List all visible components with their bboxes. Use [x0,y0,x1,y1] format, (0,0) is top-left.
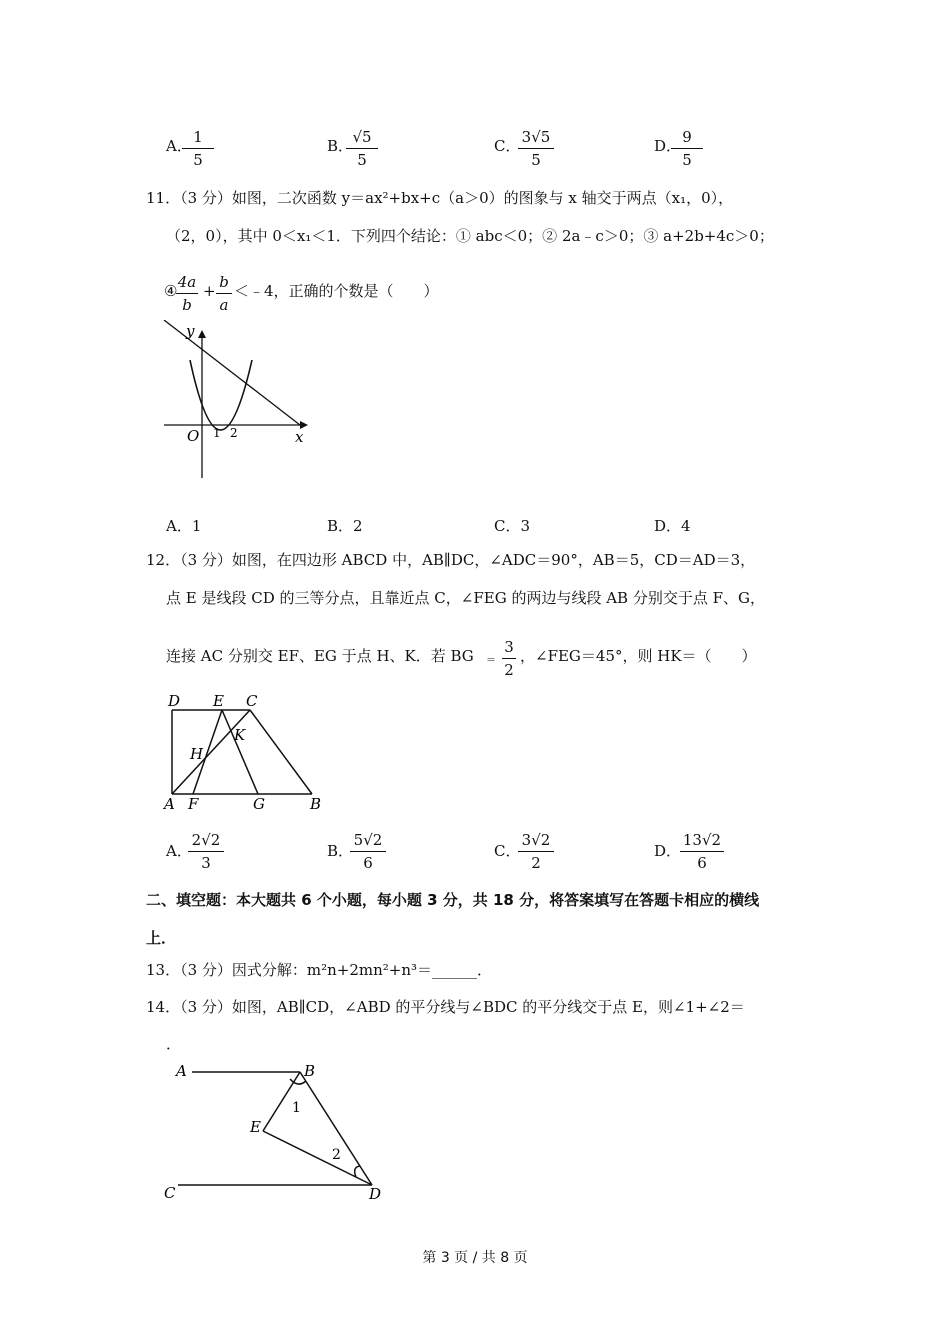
q11-origin-label: O [187,427,200,445]
q12-line3-prefix: 连接 AC 分别交 EF、EG 于点 H、K．若 BG [166,647,474,665]
q11-frac2-num: b [219,273,229,291]
q12-label-d: D [168,692,181,710]
q12-label-a: A [164,795,175,813]
q11-parabola-curve [190,360,252,430]
q11-line1: 11．（3 分）如图，二次函数 y＝ax²+bx+c（a＞0）的图象与 x 轴交于两点（x₁，0）， [146,189,734,207]
q12-option-c-fraction [514,830,558,873]
q12-option-a-letter: A． [166,842,192,860]
q10-option-a-letter: A． [166,137,192,155]
q12-frac-num: 3 [504,638,514,656]
q11-option-c: C．3 [494,517,531,535]
q14-line1: 14．（3 分）如图，AB∥CD，∠ABD 的平分线与∠BDC 的平分线交于点 E，则∠1+∠2＝ [146,998,745,1016]
q10-option-d-den: 5 [682,151,692,169]
q10-option-d-fraction [667,127,707,170]
q12-option-a-fraction [184,830,228,873]
q14-label-d: D [369,1185,382,1203]
q12-option-d-fraction [676,830,728,873]
q12-option-b-fraction [346,830,390,873]
q12-label-g: G [253,795,265,813]
q14-label-a: A [176,1062,187,1080]
q12-label-b: B [310,795,322,813]
q12-eq-sign: ＝ [486,655,496,666]
q11-parabola-figure [160,320,320,485]
q12-segment-ac [172,710,250,794]
q10-option-a-num: 1 [193,128,203,146]
q10-option-c-fraction [514,127,558,170]
q10-option-a-den: 5 [193,151,203,169]
q12-trapezoid-figure [160,688,330,816]
q12-option-d-den: 6 [697,854,707,872]
q12-label-f: F [188,795,199,813]
q12-segment-cb [250,710,312,794]
q14-label-e: E [250,1118,261,1136]
q11-frac1-num: 4a [177,273,197,291]
q12-option-c-num: 3√2 [521,831,551,849]
q11-x-label: x [295,428,304,446]
q11-line3-suffix: ＜﹣4，正确的个数是（ ） [234,282,439,300]
q11-y-label: y [186,322,195,340]
q12-option-b-den: 6 [363,854,373,872]
q10-option-b-letter: B． [327,137,354,155]
q11-plus: + [203,282,216,300]
q10-option-b-fraction [342,127,382,170]
section-2-heading-line2: 上． [146,929,177,947]
q11-line3-prefix: ④ [164,282,178,300]
q10-option-c-letter: C． [494,137,521,155]
q12-label-c: C [246,692,258,710]
q11-fraction-b-a [212,272,236,315]
q14-line2: ． [166,1035,182,1053]
q11-fraction-4a-b [172,272,202,315]
q12-frac-den: 2 [504,661,514,679]
q14-segment-bd [300,1072,372,1185]
q12-option-c-den: 2 [531,854,541,872]
q12-segment-eg [222,710,258,794]
q12-option-c-letter: C． [494,842,521,860]
q10-option-d-num: 9 [682,128,692,146]
q12-option-b-num: 5√2 [353,831,383,849]
q12-line3-suffix: ，∠FEG＝45°，则 HK＝（ ） [520,647,757,665]
q11-line2: （2，0），其中 0＜x₁＜1．下列四个结论：① abc＜0；② 2a﹣c＞0；③ a+2b+4c＞0； [166,227,774,245]
q14-angle-1-label: 1 [292,1100,301,1116]
q11-y-arrow-icon [198,330,206,338]
q12-option-d-num: 13√2 [682,831,722,849]
q12-label-h: H [190,745,204,763]
q12-label-k: K [234,726,246,744]
q12-fraction-3-2 [498,637,520,680]
q11-tick-1-label: 1 [213,426,221,440]
q14-label-b: B [304,1062,316,1080]
page-footer: 第 3 页 / 共 8 页 [422,1250,528,1266]
q12-option-b-letter: B． [327,842,354,860]
q14-label-c: C [164,1184,176,1202]
q14-angle-2-arc [355,1166,360,1177]
q11-frac2-den: a [219,296,229,314]
q14-parallel-lines-figure [160,1058,390,1208]
section-2-heading-line1: 二、填空题：本大题共 6 个小题，每小题 3 分，共 18 分，将答案填写在答题卡相应的横线 [146,891,760,909]
q11-option-b: B．2 [327,517,363,535]
q12-option-a-den: 3 [201,854,211,872]
q12-label-e: E [213,692,224,710]
q11-option-d: D．4 [654,517,691,535]
q12-line2: 点 E 是线段 CD 的三等分点，且靠近点 C，∠FEG 的两边与线段 AB 分别交于点 F、G， [166,589,765,607]
q12-option-d-letter: D． [654,842,682,860]
q11-option-a: A．1 [166,517,202,535]
q10-option-c-num: 3√5 [521,128,551,146]
q12-line1: 12．（3 分）如图，在四边形 ABCD 中，AB∥DC，∠ADC＝90°，AB＝5，CD＝AD＝3， [146,551,756,569]
q11-frac1-den: b [182,296,192,314]
q10-option-b-num: √5 [352,128,372,146]
q10-option-a-fraction [178,127,218,170]
q12-option-a-num: 2√2 [191,831,221,849]
q14-angle-2-label: 2 [332,1147,341,1163]
q10-option-c-den: 5 [531,151,541,169]
q11-x-axis [164,320,300,425]
q10-option-d-letter: D． [654,137,682,155]
q13-text: 13．（3 分）因式分解：m²n+2mn²+n³＝______． [146,961,493,979]
q11-tick-2-label: 2 [230,426,238,440]
q10-option-b-den: 5 [357,151,367,169]
